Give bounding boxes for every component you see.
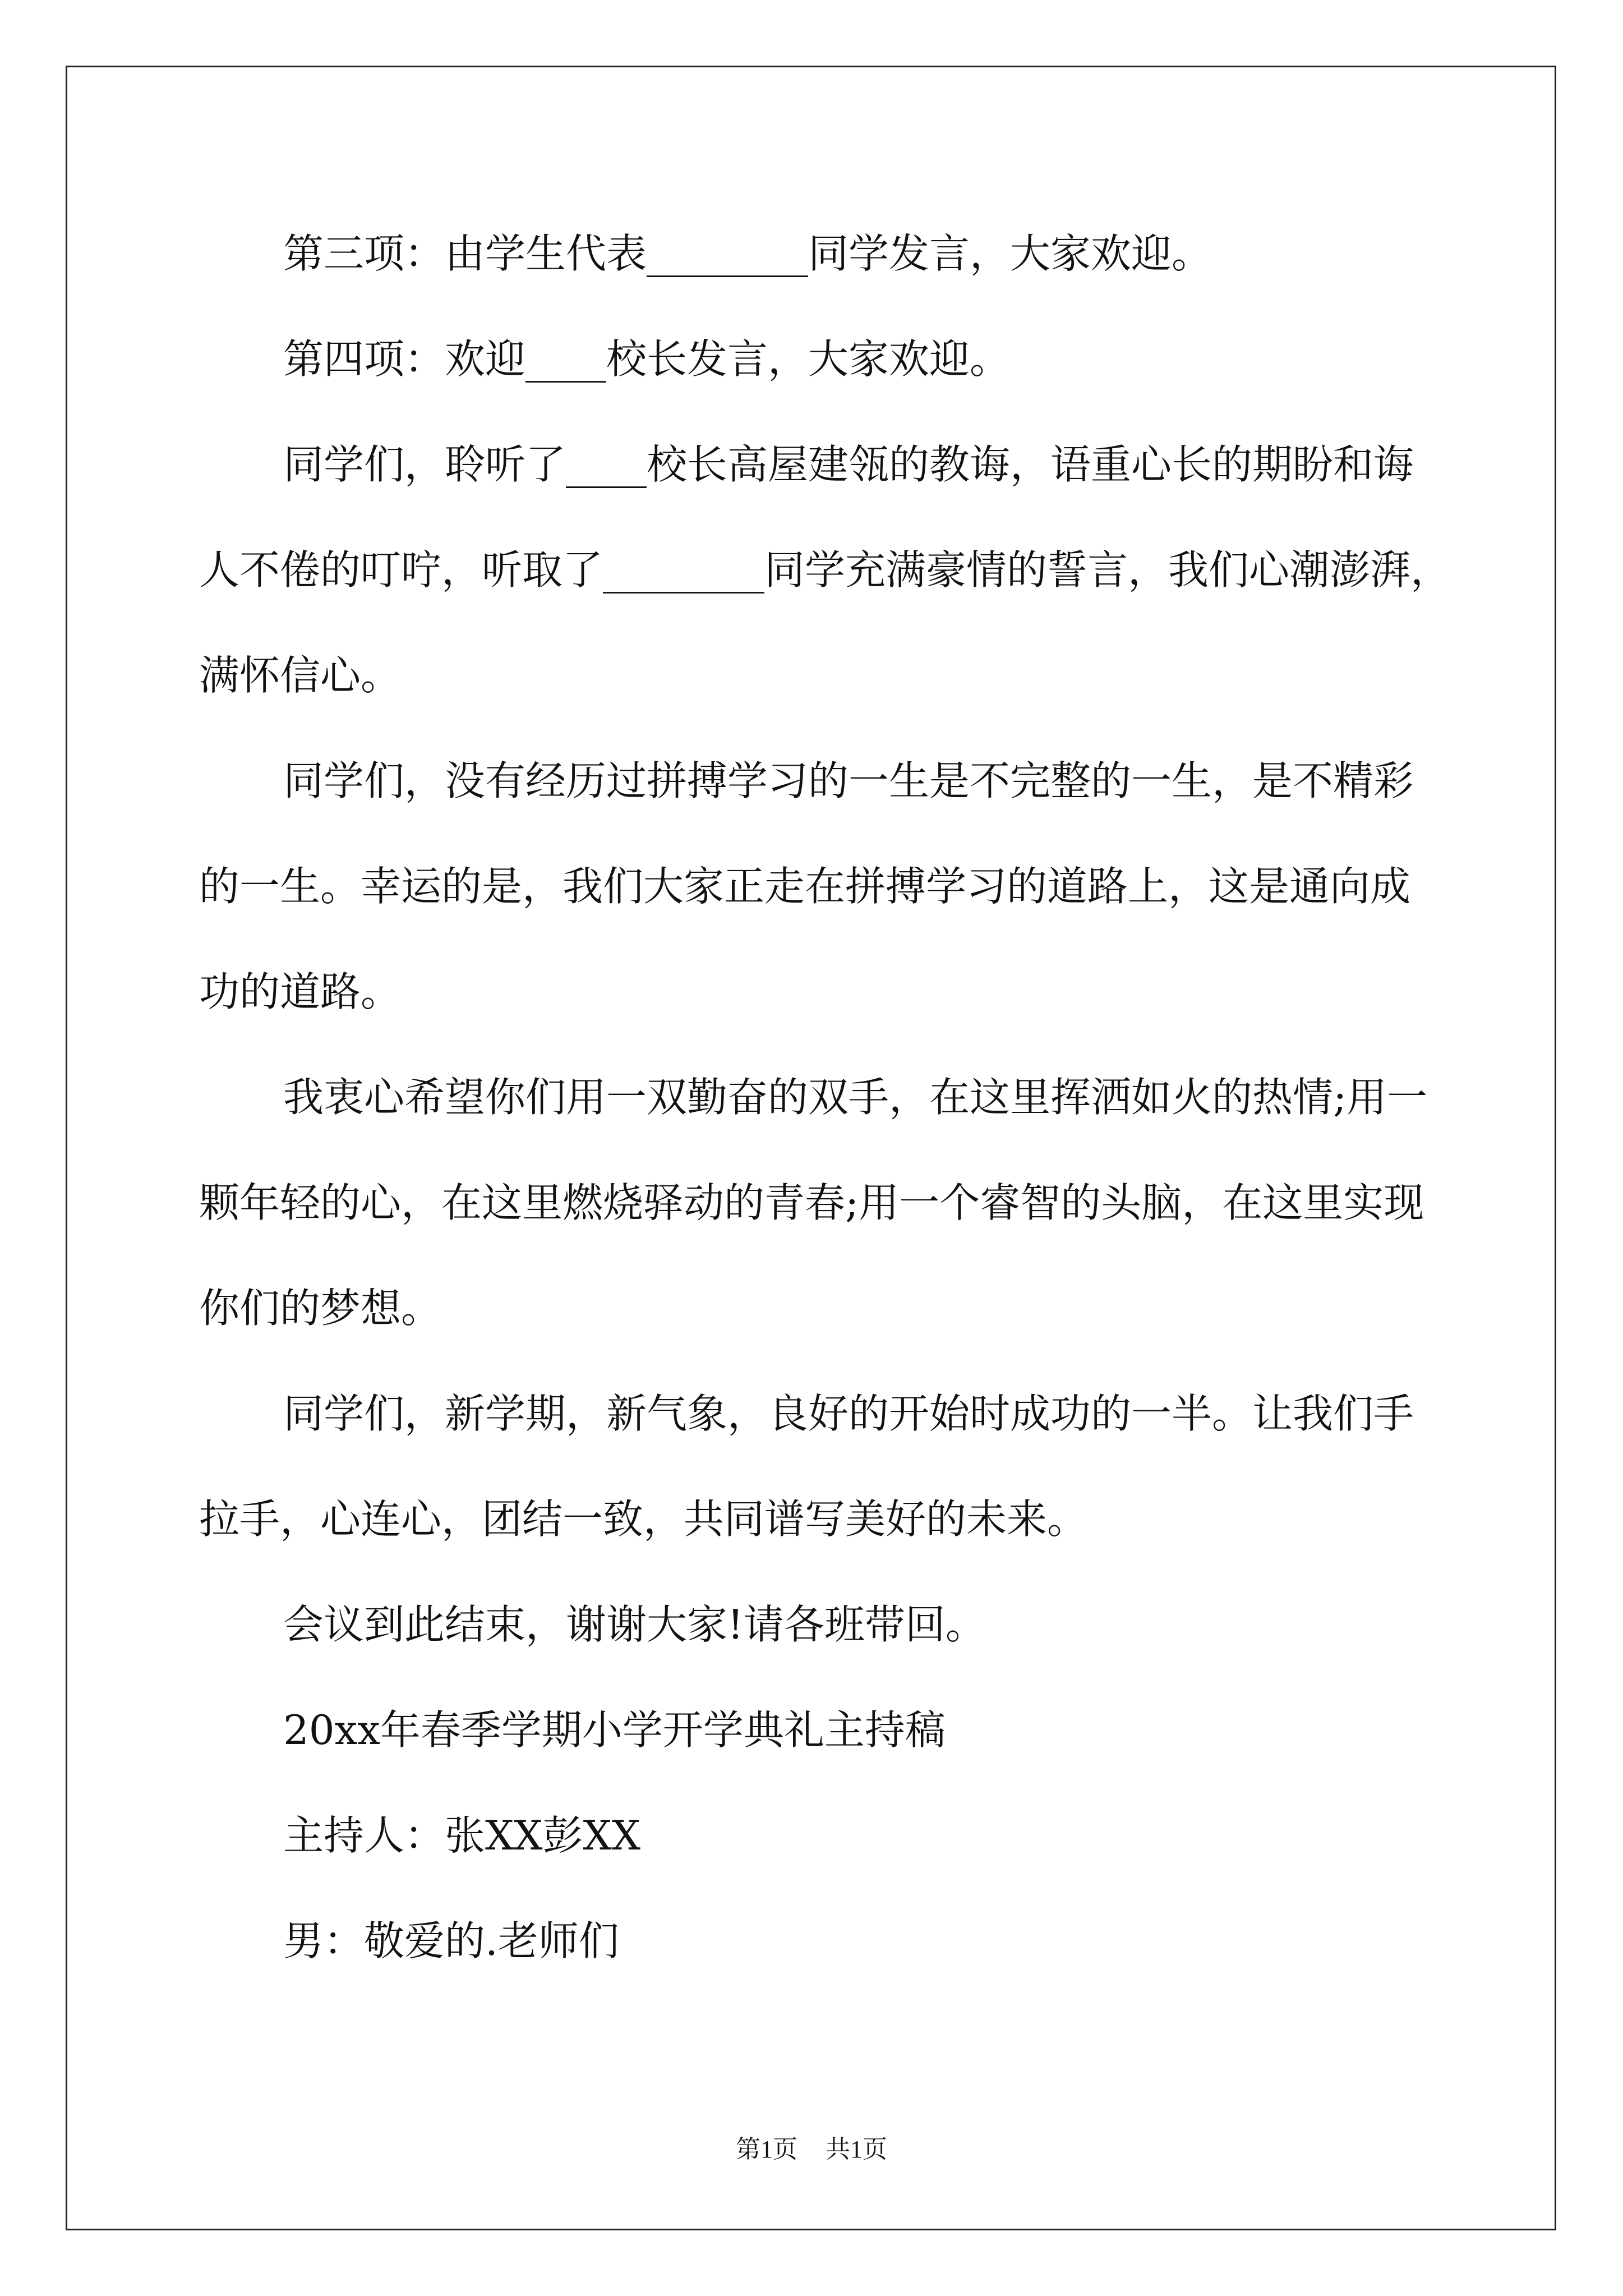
paragraph	[199, 1677, 1461, 1783]
paragraph	[199, 201, 1461, 306]
text-line: 同学们，聆听了____校长高屋建瓴的教诲，语重心长的期盼和诲	[283, 441, 1414, 488]
text-line: 颗年轻的心，在这里燃烧驿动的青春;用一个睿智的头脑，在这里实现	[199, 1179, 1424, 1226]
page-number: 第1页	[736, 2136, 797, 2163]
text-line: 会议到此结束，谢谢大家!请各班带回。	[283, 1601, 986, 1648]
text-line: 主持人：张XX彭XX	[283, 1812, 641, 1859]
text-line: 满怀信心。	[199, 652, 402, 699]
paragraph	[199, 1361, 1461, 1572]
text-line: 的一生。幸运的是，我们大家正走在拼搏学习的道路上，这是通向成	[199, 863, 1411, 910]
paragraph	[199, 728, 1461, 1045]
paragraph	[199, 1783, 1461, 1888]
paragraph	[199, 1888, 1461, 1994]
text-line: 同学们，新学期，新气象，良好的开始时成功的一半。让我们手	[283, 1390, 1414, 1437]
text-line: 你们的梦想。	[199, 1285, 442, 1332]
page-total: 共1页	[826, 2136, 887, 2163]
paragraph	[199, 412, 1461, 728]
text-line: 人不倦的叮咛，听取了________同学充满豪情的誓言，我们心潮澎湃，	[199, 546, 1451, 593]
paragraph	[199, 1045, 1461, 1361]
page-footer	[0, 2129, 1623, 2165]
text-line: 同学们，没有经历过拼搏学习的一生是不完整的一生，是不精彩	[283, 757, 1414, 804]
text-line: 第四项：欢迎____校长发言，大家欢迎。	[283, 335, 1011, 383]
text-line: 我衷心希望你们用一双勤奋的双手，在这里挥洒如火的热情;用一	[283, 1074, 1428, 1121]
text-line: 拉手，心连心，团结一致，共同谱写美好的未来。	[199, 1496, 1088, 1543]
text-line: 第三项：由学生代表________同学发言，大家欢迎。	[283, 230, 1212, 277]
text-line: 20xx年春季学期小学开学典礼主持稿	[283, 1706, 946, 1754]
paragraph	[199, 1572, 1461, 1677]
text-line: 男：敬爱的.老师们	[283, 1917, 619, 1964]
text-line: 功的道路。	[199, 968, 402, 1015]
paragraph	[199, 306, 1461, 412]
